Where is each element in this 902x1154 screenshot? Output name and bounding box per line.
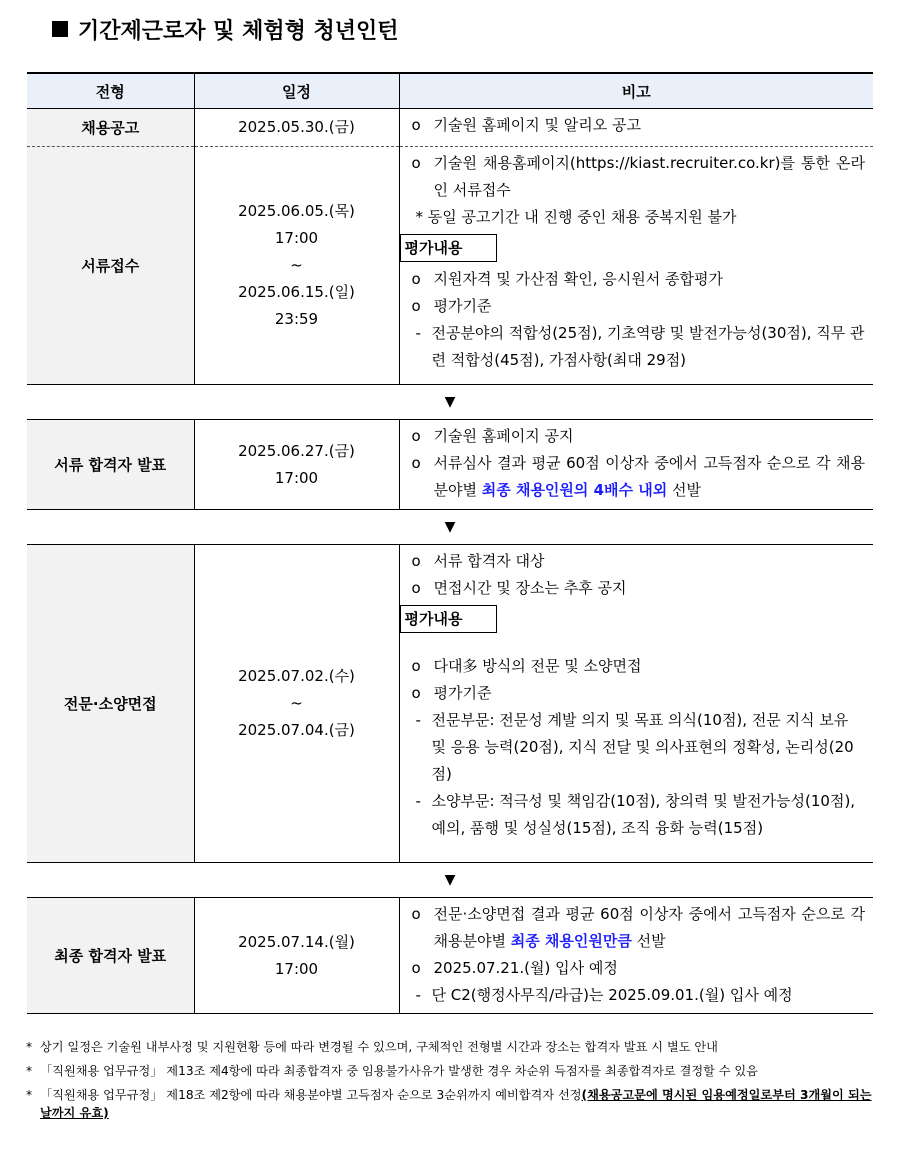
stage-date: 2025.07.14.(월) 17:00 (194, 898, 399, 1014)
table-row (27, 109, 873, 147)
emphasis-text: 최종 채용인원의 4배수 내외 (481, 481, 668, 499)
table-row (27, 545, 873, 863)
stage-name: 서류접수 (27, 147, 194, 385)
eval-label: 평가내용 (400, 234, 498, 262)
stage-date: 2025.06.27.(금) 17:00 (194, 420, 399, 510)
stage-remarks: o 전문·소양면접 결과 평균 60점 이상자 중에서 고득점자 순으로 각 채용분야별 최종 채용인원만큼 선발 o 2025.07.21.(월) 입사 예정 - 단 C2(행정사무직/라급)는 2025.09.01.(월) 입사 예정 (399, 898, 873, 1014)
footnote: * 「직원채용 업무규정」 제13조 제4항에 따라 최종합격자 중 임용불가사유가 발생한 경우 차순위 득점자를 최종합격자로 결정할 수 있음 (26, 1064, 758, 1078)
star-note: * 동일 공고기간 내 진행 중인 채용 중복지원 불가 (415, 208, 737, 226)
footnote: * 「직원채용 업무규정」 제18조 제2항에 따라 채용분야별 고득점자 순으로 3순위까지 예비합격자 선정(채용공고문에 명시된 임용예정일로부터 3개월이 되는 날까지 유효) (26, 1088, 872, 1120)
table-header (27, 73, 873, 109)
table-row (27, 420, 873, 510)
flow-arrow: ▼ (444, 394, 456, 410)
schedule-table (27, 72, 873, 1014)
flow-arrow: ▼ (444, 872, 456, 888)
table-row (27, 147, 873, 385)
page-title: 기간제근로자 및 체험형 청년인턴 (52, 14, 399, 45)
stage-date: 2025.07.02.(수) ~ 2025.07.04.(금) (194, 545, 399, 863)
stage-name: 전문·소양면접 (27, 545, 194, 863)
header-schedule: 일정 (194, 73, 399, 109)
eval-label: 평가내용 (400, 605, 498, 633)
stage-date: 2025.06.05.(목) 17:00 ~ 2025.06.15.(일) 23:59 (194, 147, 399, 385)
stage-remarks: o 기술원 홈페이지 공지 o 서류심사 결과 평균 60점 이상자 중에서 고득점자 순으로 각 채용분야별 최종 채용인원의 4배수 내외 선발 (399, 420, 873, 510)
validity-note: (채용공고문에 명시된 임용예정일로부터 3개월이 되는 날까지 유효) (40, 1088, 872, 1120)
header-stage: 전형 (27, 73, 194, 109)
table-row (27, 898, 873, 1014)
stage-remarks: o 기술원 채용홈페이지(https://kiast.recruiter.co.kr)를 통한 온라인 서류접수 * 동일 공고기간 내 진행 중인 채용 중복지원 불가 평가내용 o 지원자격 및 가산점 확인, 응시원서 종합평가 o 평가기준 - 전공분야의 적합성(25점), 기초역량 및 발전가능성(30점), 직무 관련 적합성(45점), 가점사항(최대 29점) (399, 147, 873, 385)
stage-name: 서류 합격자 발표 (27, 420, 194, 510)
stage-date: 2025.05.30.(금) (194, 109, 399, 147)
footnote: * 상기 일정은 기술원 내부사정 및 지원현황 등에 따라 변경될 수 있으며, 구체적인 전형별 시간과 장소는 합격자 발표 시 별도 안내 (26, 1040, 718, 1054)
stage-name: 최종 합격자 발표 (27, 898, 194, 1014)
flow-arrow: ▼ (444, 519, 456, 535)
stage-remarks: o 기술원 홈페이지 및 알리오 공고 (399, 109, 873, 147)
emphasis-text: 최종 채용인원만큼 (510, 932, 632, 950)
stage-remarks: o 서류 합격자 대상 o 면접시간 및 장소는 추후 공지 평가내용 o 다대多 방식의 전문 및 소양면접 o 평가기준 - 전문부문: 전문성 계발 의지 및 목표 의식(10점), 전문 지식 보유 및 응용 능력(20점), 지식 전달 및 의사표현의 정확성, 논리성(20점) - 소양부문: 적극성 및 책임감(10점), 창의력 및 발전가능성(10점), 예의, 품행 및 성실성(15점), 조직 융화 능력(15점) (399, 545, 873, 863)
square-bullet-icon (52, 21, 68, 37)
stage-name: 채용공고 (27, 109, 194, 147)
header-remarks: 비고 (399, 73, 873, 109)
